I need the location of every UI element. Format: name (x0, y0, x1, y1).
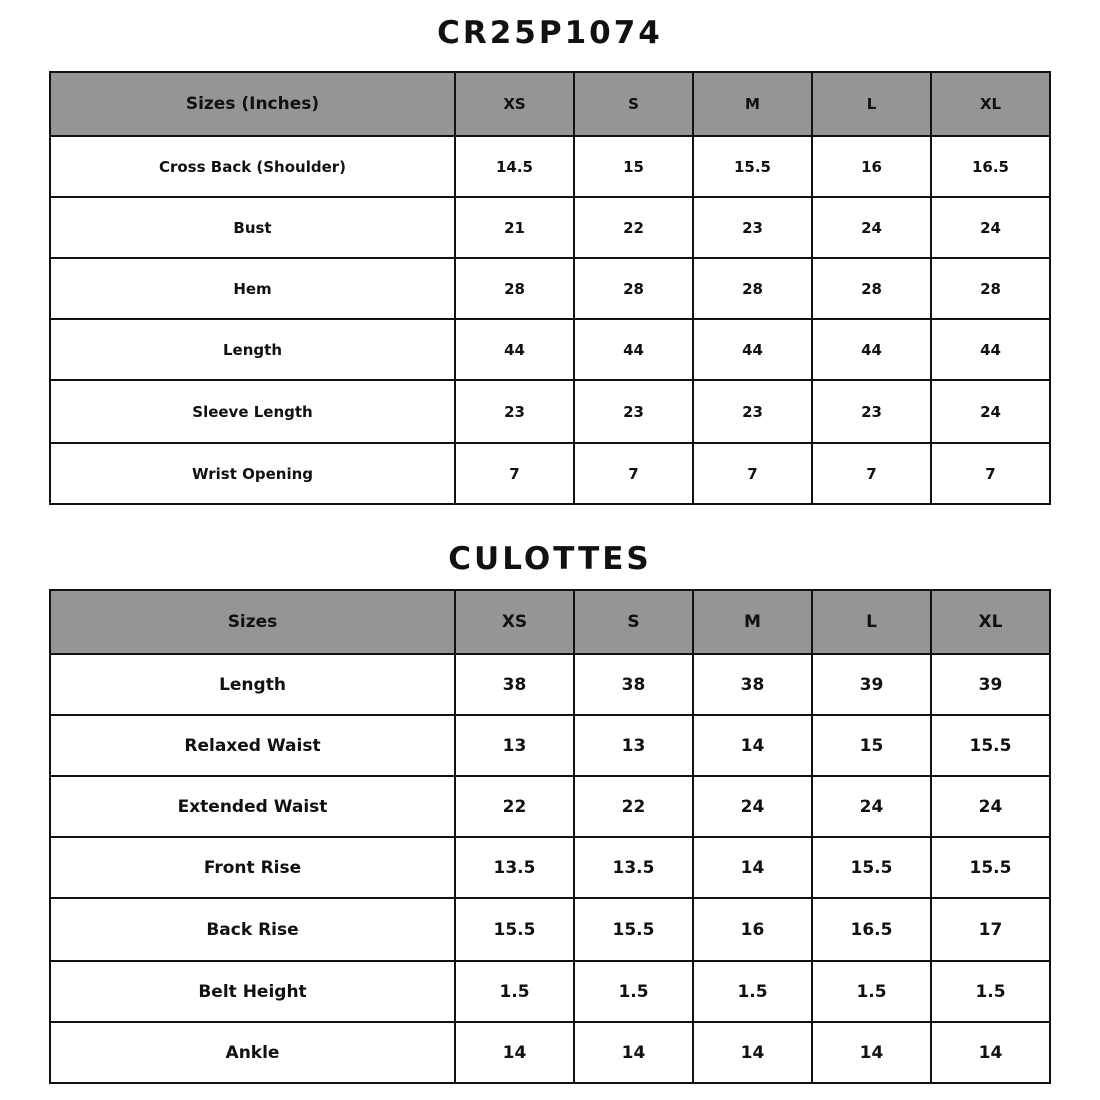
table-cell: 15.5 (455, 898, 574, 961)
table-cell: 14 (693, 837, 812, 898)
table-cell: 16 (693, 898, 812, 961)
header-cell-s: S (574, 590, 693, 654)
table-cell: 14.5 (455, 136, 574, 197)
table-cell: 13 (574, 715, 693, 776)
table-cell: 23 (455, 380, 574, 443)
table-cell: 7 (931, 443, 1050, 504)
table-header-row (50, 590, 1050, 654)
table-row (50, 776, 1050, 837)
table-cell: 21 (455, 197, 574, 258)
table-cell: 44 (931, 319, 1050, 380)
header-cell-s: S (574, 72, 693, 136)
table-cell: 16 (812, 136, 931, 197)
table-cell: 15.5 (931, 715, 1050, 776)
table-cell: 16.5 (931, 136, 1050, 197)
table-row (50, 136, 1050, 197)
row-label: Hem (50, 258, 455, 319)
table-cell: 15.5 (812, 837, 931, 898)
header-cell-xs: XS (455, 590, 574, 654)
table-cell: 23 (812, 380, 931, 443)
row-label: Extended Waist (50, 776, 455, 837)
table-row (50, 1022, 1050, 1083)
table-cell: 13.5 (574, 837, 693, 898)
table-cell: 24 (931, 197, 1050, 258)
table-cell: 38 (455, 654, 574, 715)
table-cell: 1.5 (574, 961, 693, 1022)
table-cell: 44 (693, 319, 812, 380)
row-label: Relaxed Waist (50, 715, 455, 776)
table-cell: 24 (812, 197, 931, 258)
table-cell: 44 (455, 319, 574, 380)
table-cell: 7 (455, 443, 574, 504)
table-row (50, 715, 1050, 776)
table-cell: 28 (931, 258, 1050, 319)
header-cell-xl: XL (931, 590, 1050, 654)
table-cell: 38 (693, 654, 812, 715)
header-cell-sizes: Sizes (50, 590, 455, 654)
table-row (50, 380, 1050, 443)
table-cell: 15.5 (574, 898, 693, 961)
table-cell: 13 (455, 715, 574, 776)
table-cell: 39 (931, 654, 1050, 715)
table-cell: 14 (931, 1022, 1050, 1083)
row-label: Wrist Opening (50, 443, 455, 504)
table-row (50, 654, 1050, 715)
table-row (50, 898, 1050, 961)
table-cell: 15 (812, 715, 931, 776)
size-chart-table-bottom (49, 589, 1051, 1084)
row-label: Cross Back (Shoulder) (50, 136, 455, 197)
header-cell-l: L (812, 72, 931, 136)
header-cell-sizes: Sizes (Inches) (50, 72, 455, 136)
header-cell-l: L (812, 590, 931, 654)
table-cell: 7 (693, 443, 812, 504)
row-label: Back Rise (50, 898, 455, 961)
table-cell: 15.5 (931, 837, 1050, 898)
table-cell: 15 (574, 136, 693, 197)
row-label: Length (50, 319, 455, 380)
row-label: Bust (50, 197, 455, 258)
header-cell-m: M (693, 590, 812, 654)
header-cell-m: M (693, 72, 812, 136)
table-cell: 14 (693, 715, 812, 776)
row-label: Sleeve Length (50, 380, 455, 443)
table-cell: 28 (574, 258, 693, 319)
table-cell: 28 (812, 258, 931, 319)
table-cell: 1.5 (693, 961, 812, 1022)
table-cell: 44 (574, 319, 693, 380)
table-cell: 22 (455, 776, 574, 837)
table-cell: 1.5 (455, 961, 574, 1022)
size-chart-table-top (49, 71, 1051, 505)
table-row (50, 837, 1050, 898)
table-cell: 7 (812, 443, 931, 504)
table-cell: 28 (693, 258, 812, 319)
size-chart-title-top: CR25P1074 (437, 15, 663, 51)
table-cell: 14 (455, 1022, 574, 1083)
table-cell: 24 (693, 776, 812, 837)
table-cell: 28 (455, 258, 574, 319)
table-cell: 38 (574, 654, 693, 715)
table-cell: 22 (574, 197, 693, 258)
table-header-row (50, 72, 1050, 136)
table-cell: 24 (812, 776, 931, 837)
row-label: Belt Height (50, 961, 455, 1022)
table-row (50, 197, 1050, 258)
size-chart-title-bottom: CULOTTES (448, 541, 652, 577)
row-label: Front Rise (50, 837, 455, 898)
table-cell: 39 (812, 654, 931, 715)
table-row (50, 258, 1050, 319)
table-cell: 23 (574, 380, 693, 443)
row-label: Ankle (50, 1022, 455, 1083)
table-cell: 22 (574, 776, 693, 837)
table-cell: 14 (693, 1022, 812, 1083)
header-cell-xs: XS (455, 72, 574, 136)
table-row (50, 443, 1050, 504)
table-cell: 14 (812, 1022, 931, 1083)
table-cell: 7 (574, 443, 693, 504)
table-cell: 24 (931, 776, 1050, 837)
row-label: Length (50, 654, 455, 715)
table-cell: 1.5 (812, 961, 931, 1022)
table-cell: 13.5 (455, 837, 574, 898)
table-cell: 1.5 (931, 961, 1050, 1022)
table-cell: 15.5 (693, 136, 812, 197)
table-row (50, 319, 1050, 380)
table-cell: 16.5 (812, 898, 931, 961)
table-cell: 23 (693, 380, 812, 443)
table-cell: 14 (574, 1022, 693, 1083)
table-cell: 17 (931, 898, 1050, 961)
table-cell: 24 (931, 380, 1050, 443)
header-cell-xl: XL (931, 72, 1050, 136)
table-cell: 44 (812, 319, 931, 380)
table-row (50, 961, 1050, 1022)
table-cell: 23 (693, 197, 812, 258)
